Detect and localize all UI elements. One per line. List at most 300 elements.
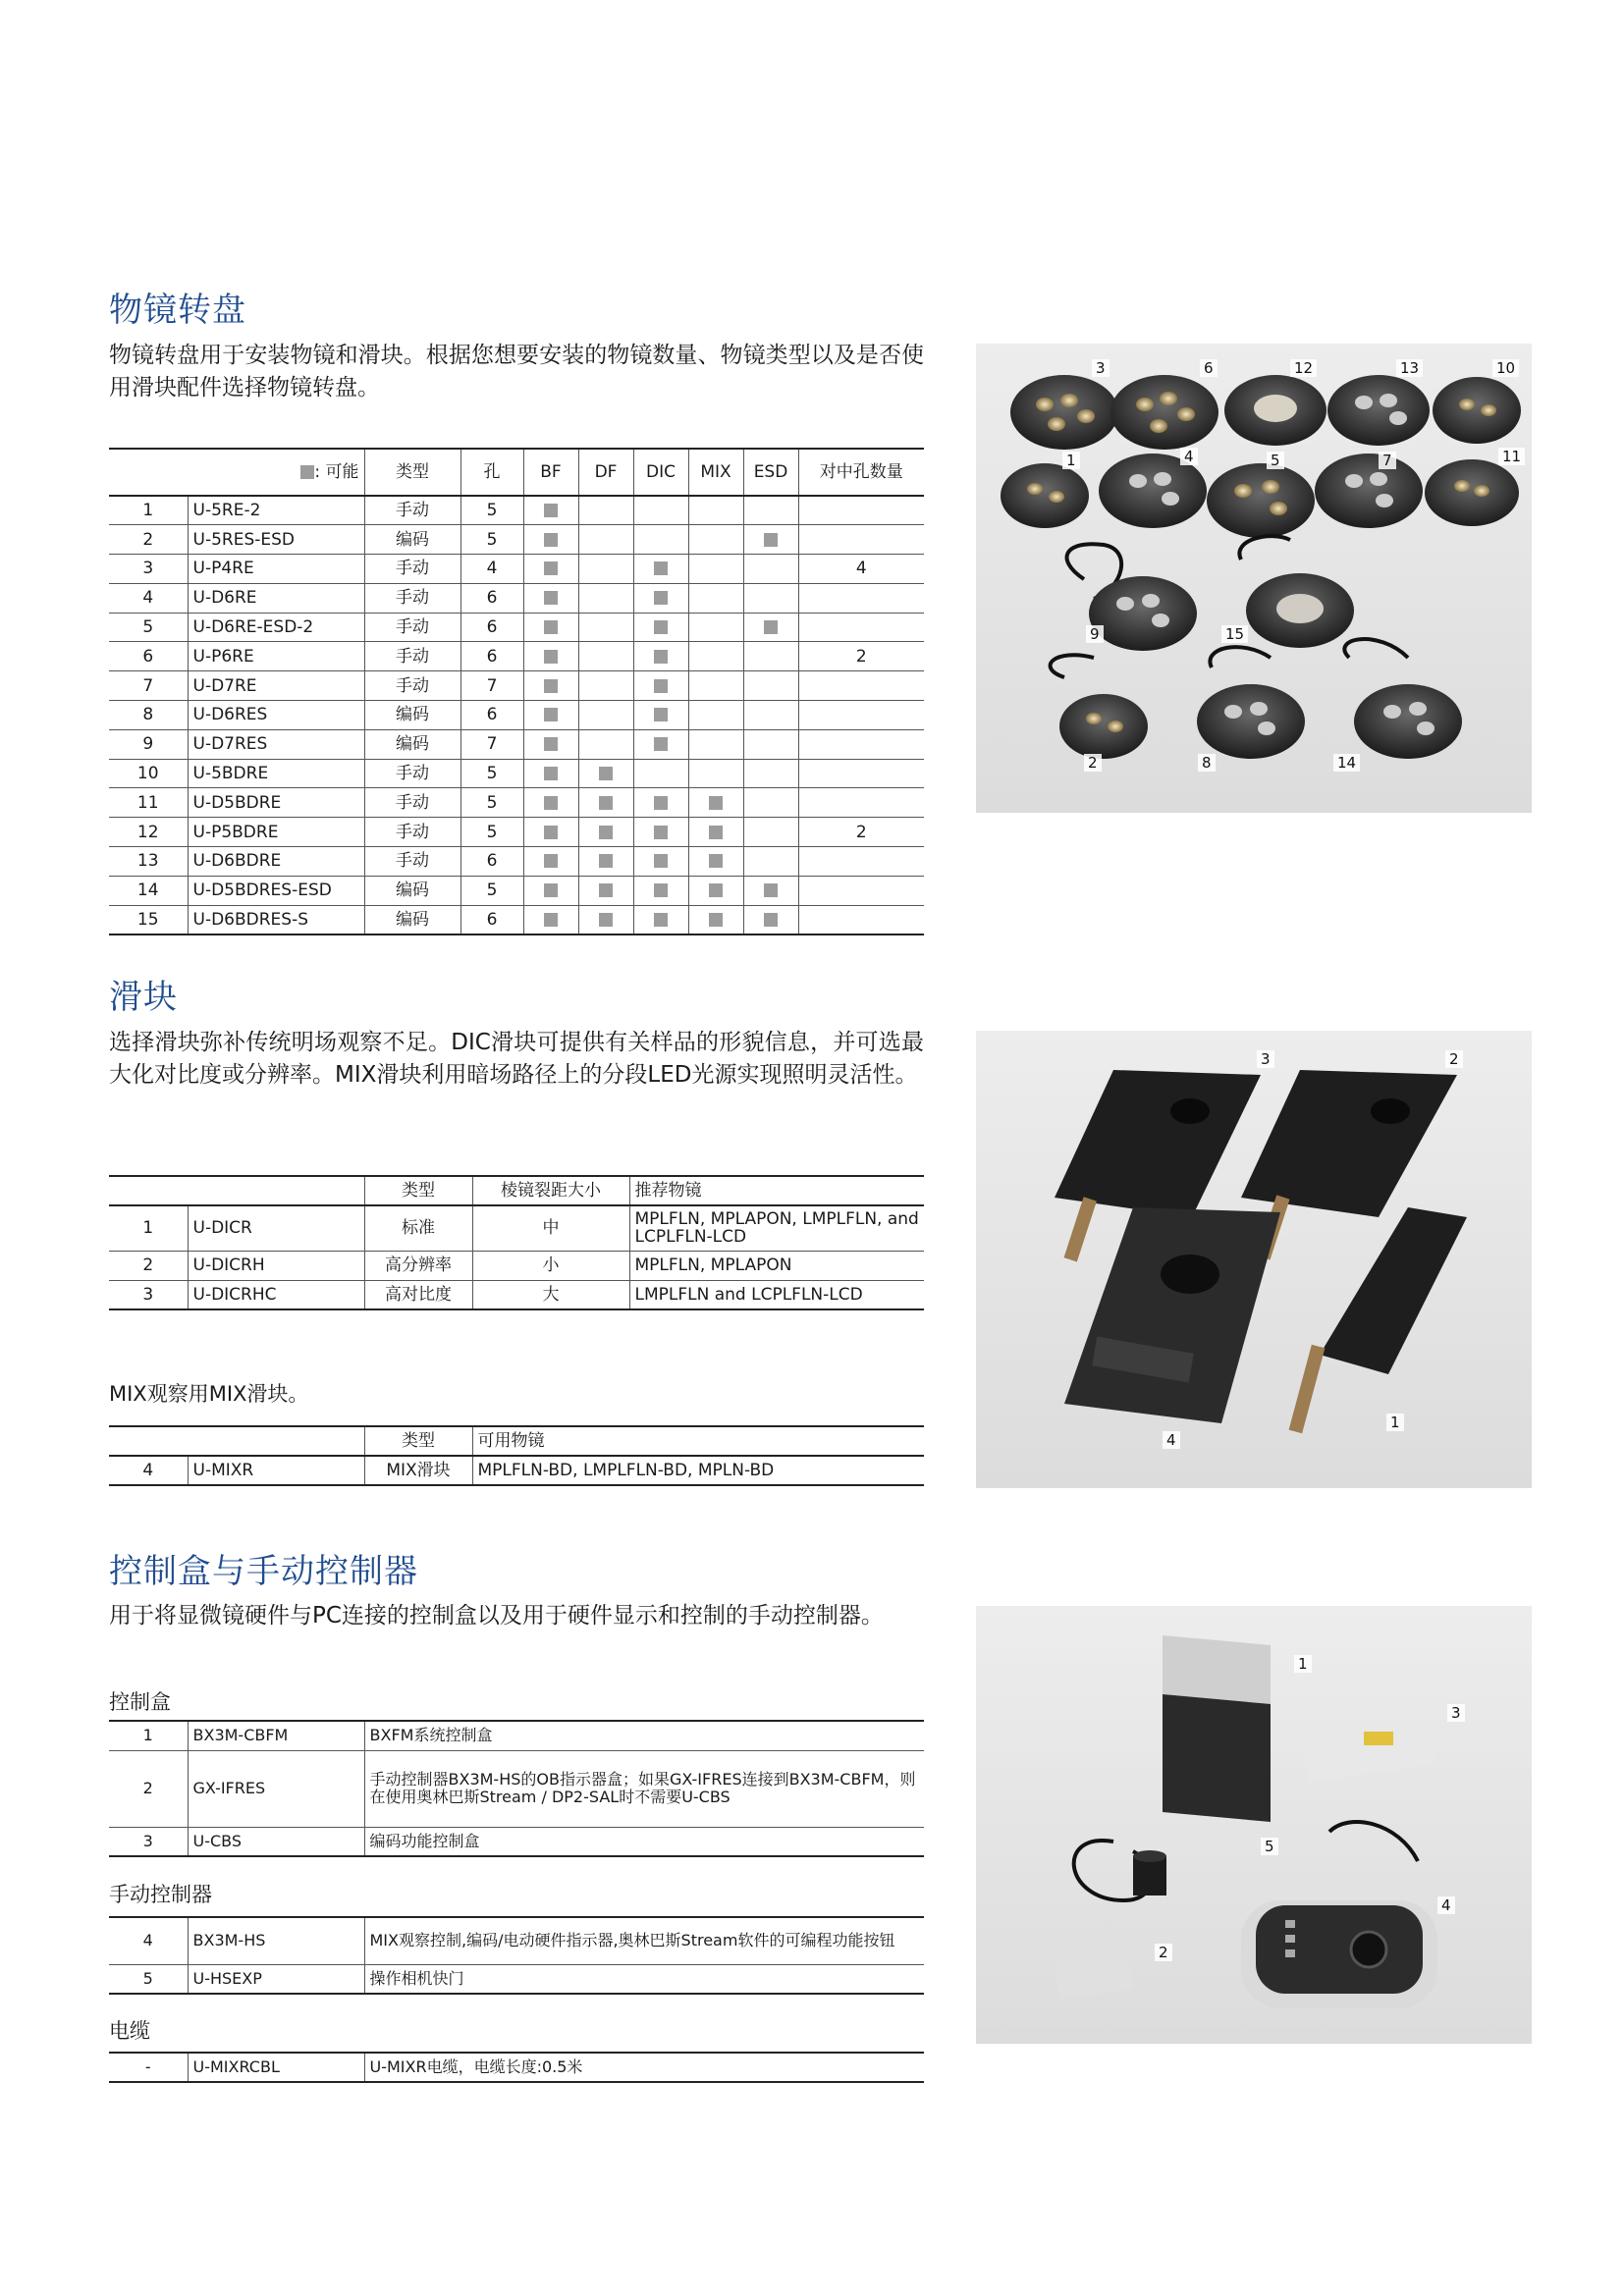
holes-cell: 5 (460, 876, 523, 905)
available-square-icon (654, 854, 668, 868)
photo-label: 5 (1261, 1838, 1278, 1855)
row-number: 4 (109, 1917, 188, 1964)
df-cell (578, 876, 633, 905)
table-row (109, 788, 924, 818)
turret-icon (1001, 375, 1521, 759)
row-number: 7 (109, 671, 188, 701)
model-name: U-5RES-ESD (188, 525, 364, 555)
bf-cell (523, 525, 578, 555)
df-cell (578, 905, 633, 934)
table-row (109, 642, 924, 671)
centering-cell (798, 613, 924, 642)
holes-cell: 7 (460, 671, 523, 701)
control-title: 控制盒与手动控制器 (109, 1552, 418, 1591)
centering-cell (798, 701, 924, 730)
esd-cell (743, 583, 798, 613)
photo-label: 4 (1437, 1896, 1455, 1914)
centering-cell (798, 525, 924, 555)
turrets-photo (976, 344, 1532, 813)
slider-icon (1055, 1070, 1467, 1433)
header-dic: DIC (633, 449, 688, 496)
model-name: U-5RE-2 (188, 496, 364, 525)
esd-cell (743, 876, 798, 905)
row-number: 14 (109, 876, 188, 905)
type-cell: 手动 (364, 788, 460, 818)
type-cell: 手动 (364, 818, 460, 847)
model-name: U-D5BDRE (188, 788, 364, 818)
turret-title: 物镜转盘 (109, 291, 246, 330)
photo-label: 2 (1445, 1050, 1463, 1068)
available-square-icon (544, 826, 558, 839)
type-cell: 标准 (364, 1205, 472, 1251)
header-esd: ESD (743, 449, 798, 496)
df-cell (578, 788, 633, 818)
available-square-icon (654, 737, 668, 751)
bf-cell (523, 905, 578, 934)
dic-cell (633, 788, 688, 818)
model-name: U-DICRH (188, 1251, 364, 1280)
centering-cell (798, 876, 924, 905)
sliders-illustration (976, 1031, 1532, 1488)
row-number: 3 (109, 1280, 188, 1309)
mix-cell (688, 818, 743, 847)
header-centering: 对中孔数量 (798, 449, 924, 496)
available-square-icon (599, 767, 613, 780)
type-cell: 手动 (364, 759, 460, 788)
df-cell (578, 729, 633, 759)
model-name: U-MIXR (188, 1456, 364, 1485)
dic-cell (633, 876, 688, 905)
type-cell: 编码 (364, 525, 460, 555)
holes-cell: 6 (460, 642, 523, 671)
df-cell (578, 701, 633, 730)
slider-description: 选择滑块弥补传统明场观察不足。DIC滑块可提供有关样品的形貌信息，并可选最大化对比度或分辨率。MIX滑块利用暗场路径上的分段LED光源实现照明灵活性。 (109, 1030, 924, 1088)
row-number: 12 (109, 818, 188, 847)
table-row (109, 1827, 924, 1856)
legend-square-icon (300, 465, 314, 479)
available-square-icon (764, 620, 778, 634)
row-number: 1 (109, 496, 188, 525)
type-cell: 手动 (364, 847, 460, 877)
table-row (109, 876, 924, 905)
objectives-cell: MPLFLN, MPLAPON (629, 1251, 924, 1280)
row-number: 5 (109, 613, 188, 642)
row-number: 1 (109, 1205, 188, 1251)
size-cell: 大 (472, 1280, 629, 1309)
box-rows (109, 1721, 924, 1856)
bf-cell (523, 759, 578, 788)
bf-cell (523, 642, 578, 671)
dic-cell (633, 759, 688, 788)
df-cell (578, 613, 633, 642)
mix-cell (688, 496, 743, 525)
photo-label: 15 (1221, 625, 1248, 643)
type-cell: 编码 (364, 701, 460, 730)
available-square-icon (599, 913, 613, 927)
type-cell: 编码 (364, 876, 460, 905)
photo-label: 1 (1062, 452, 1080, 469)
centering-cell (798, 671, 924, 701)
table-row (109, 2053, 924, 2082)
dic-cell (633, 555, 688, 584)
mix-cell (688, 701, 743, 730)
control-box-icon (1050, 1635, 1437, 2008)
bf-cell (523, 583, 578, 613)
model-name: U-P5BDRE (188, 818, 364, 847)
cable-caption: 电缆 (109, 2019, 150, 2043)
row-number: 9 (109, 729, 188, 759)
dic-cell (633, 496, 688, 525)
table-row (109, 583, 924, 613)
type-cell: 手动 (364, 496, 460, 525)
available-square-icon (654, 708, 668, 721)
photo-label: 3 (1092, 359, 1110, 377)
table-row (109, 496, 924, 525)
model-name: U-P4RE (188, 555, 364, 584)
type-cell: 手动 (364, 555, 460, 584)
holes-cell: 6 (460, 701, 523, 730)
available-square-icon (544, 854, 558, 868)
model-name: U-5BDRE (188, 759, 364, 788)
holes-cell: 5 (460, 759, 523, 788)
df-cell (578, 555, 633, 584)
row-number: 15 (109, 905, 188, 934)
photo-label: 3 (1447, 1704, 1465, 1722)
esd-cell (743, 759, 798, 788)
mix-header-row (109, 1426, 924, 1456)
type-cell: 编码 (364, 905, 460, 934)
photo-label: 6 (1200, 359, 1218, 377)
centering-cell (798, 788, 924, 818)
model-name: U-P6RE (188, 642, 364, 671)
description-cell: U-MIXR电缆，电缆长度:0.5米 (364, 2053, 924, 2082)
photo-label: 4 (1180, 448, 1198, 465)
legend-cell (109, 449, 364, 496)
available-square-icon (654, 650, 668, 664)
model-name: U-D7RES (188, 729, 364, 759)
control-box-table (109, 1720, 924, 1857)
model-name: U-CBS (188, 1827, 364, 1856)
centering-cell: 2 (798, 642, 924, 671)
model-name: BX3M-CBFM (188, 1721, 364, 1750)
dic-header-objectives: 推荐物镜 (629, 1176, 924, 1205)
table-row (109, 818, 924, 847)
dic-cell (633, 613, 688, 642)
box-caption: 控制盒 (109, 1690, 171, 1714)
available-square-icon (709, 913, 723, 927)
type-cell: 手动 (364, 613, 460, 642)
dic-header-type: 类型 (364, 1176, 472, 1205)
model-name: U-D7RE (188, 671, 364, 701)
description-cell: 手动控制器BX3M-HS的OB指示器盒；如果GX-IFRES连接到BX3M-CBFM，则在使用奥林巴斯Stream / DP2-SAL时不需要U-CBS (364, 1750, 924, 1827)
cable-table (109, 2052, 924, 2083)
dic-cell (633, 525, 688, 555)
type-cell: 高分辨率 (364, 1251, 472, 1280)
available-square-icon (654, 883, 668, 897)
centering-cell (798, 583, 924, 613)
size-cell: 中 (472, 1205, 629, 1251)
table-row (109, 555, 924, 584)
model-name: BX3M-HS (188, 1917, 364, 1964)
control-description: 用于将显微镜硬件与PC连接的控制盒以及用于硬件显示和控制的手动控制器。 (109, 1603, 884, 1629)
model-name: U-D6BDRE (188, 847, 364, 877)
row-number: 10 (109, 759, 188, 788)
type-cell: 手动 (364, 671, 460, 701)
dic-slider-table (109, 1175, 924, 1310)
available-square-icon (544, 533, 558, 547)
available-square-icon (544, 504, 558, 517)
centering-cell (798, 847, 924, 877)
photo-label: 4 (1163, 1431, 1180, 1449)
esd-cell (743, 729, 798, 759)
available-square-icon (654, 591, 668, 605)
holes-cell: 6 (460, 613, 523, 642)
mix-header-type: 类型 (364, 1426, 472, 1456)
available-square-icon (544, 883, 558, 897)
available-square-icon (764, 533, 778, 547)
available-square-icon (544, 561, 558, 575)
table-row (109, 1964, 924, 1994)
row-number: 3 (109, 555, 188, 584)
mix-cell (688, 847, 743, 877)
model-name: U-D6RE-ESD-2 (188, 613, 364, 642)
bf-cell (523, 818, 578, 847)
esd-cell (743, 701, 798, 730)
description-cell: 编码功能控制盒 (364, 1827, 924, 1856)
df-cell (578, 496, 633, 525)
objectives-cell: MPLFLN-BD, LMPLFLN-BD, MPLN-BD (472, 1456, 924, 1485)
available-square-icon (709, 826, 723, 839)
model-name: U-D6RES (188, 701, 364, 730)
df-cell (578, 818, 633, 847)
centering-cell (798, 496, 924, 525)
photo-label: 5 (1267, 452, 1284, 469)
holes-cell: 5 (460, 818, 523, 847)
holes-cell: 6 (460, 583, 523, 613)
table-row (109, 759, 924, 788)
photo-label: 14 (1333, 754, 1360, 772)
esd-cell (743, 642, 798, 671)
holes-cell: 7 (460, 729, 523, 759)
available-square-icon (544, 913, 558, 927)
table-row (109, 847, 924, 877)
mix-cell (688, 788, 743, 818)
row-number: 4 (109, 583, 188, 613)
centering-cell (798, 905, 924, 934)
row-number: 11 (109, 788, 188, 818)
photo-label: 1 (1386, 1414, 1404, 1431)
df-cell (578, 642, 633, 671)
row-number: 6 (109, 642, 188, 671)
photo-label: 13 (1396, 359, 1423, 377)
row-number: 1 (109, 1721, 188, 1750)
dic-header-size: 棱镜裂距大小 (472, 1176, 629, 1205)
table-row (109, 525, 924, 555)
photo-label: 1 (1294, 1655, 1312, 1673)
legend-text: : 可能 (314, 462, 359, 482)
description-cell: 操作相机快门 (364, 1964, 924, 1994)
available-square-icon (654, 620, 668, 634)
df-cell (578, 525, 633, 555)
centering-cell (798, 759, 924, 788)
dic-cell (633, 729, 688, 759)
photo-label: 11 (1498, 448, 1525, 465)
mix-cell (688, 876, 743, 905)
dic-cell (633, 701, 688, 730)
mix-header-objectives: 可用物镜 (472, 1426, 924, 1456)
holes-cell: 5 (460, 496, 523, 525)
centering-cell (798, 729, 924, 759)
dic-cell (633, 847, 688, 877)
hand-caption: 手动控制器 (109, 1883, 212, 1906)
type-cell: 手动 (364, 642, 460, 671)
table-row (109, 1721, 924, 1750)
df-cell (578, 583, 633, 613)
bf-cell (523, 729, 578, 759)
available-square-icon (709, 854, 723, 868)
type-cell: MIX滑块 (364, 1456, 472, 1485)
turrets-illustration (976, 344, 1532, 813)
model-name: U-MIXRCBL (188, 2053, 364, 2082)
esd-cell (743, 671, 798, 701)
bf-cell (523, 496, 578, 525)
available-square-icon (764, 913, 778, 927)
bf-cell (523, 847, 578, 877)
row-number: 4 (109, 1456, 188, 1485)
mix-cell (688, 642, 743, 671)
esd-cell (743, 525, 798, 555)
model-name: U-HSEXP (188, 1964, 364, 1994)
esd-cell (743, 613, 798, 642)
available-square-icon (544, 767, 558, 780)
mix-cell (688, 613, 743, 642)
photo-label: 2 (1084, 754, 1102, 772)
available-square-icon (709, 796, 723, 810)
type-cell: 编码 (364, 729, 460, 759)
sliders-photo (976, 1031, 1532, 1488)
available-square-icon (654, 796, 668, 810)
centering-cell: 2 (798, 818, 924, 847)
photo-label: 3 (1257, 1050, 1274, 1068)
model-name: U-D5BDRES-ESD (188, 876, 364, 905)
bf-cell (523, 613, 578, 642)
model-name: U-D6RE (188, 583, 364, 613)
row-number: 2 (109, 1750, 188, 1827)
df-cell (578, 847, 633, 877)
slider-title: 滑块 (109, 978, 178, 1017)
hand-controller-table (109, 1916, 924, 1995)
centering-cell: 4 (798, 555, 924, 584)
esd-cell (743, 905, 798, 934)
dic-cell (633, 583, 688, 613)
holes-cell: 5 (460, 525, 523, 555)
esd-cell (743, 788, 798, 818)
mix-caption: MIX观察用MIX滑块。 (109, 1382, 309, 1406)
dic-cell (633, 905, 688, 934)
esd-cell (743, 847, 798, 877)
available-square-icon (764, 883, 778, 897)
available-square-icon (654, 826, 668, 839)
holes-cell: 5 (460, 788, 523, 818)
esd-cell (743, 496, 798, 525)
photo-label: 10 (1492, 359, 1519, 377)
dic-cell (633, 818, 688, 847)
bf-cell (523, 671, 578, 701)
mix-slider-table (109, 1425, 924, 1486)
available-square-icon (654, 561, 668, 575)
model-name: U-DICR (188, 1205, 364, 1251)
header-mix: MIX (688, 449, 743, 496)
hand-rows (109, 1917, 924, 1994)
available-square-icon (599, 826, 613, 839)
bf-cell (523, 788, 578, 818)
controllers-photo (976, 1606, 1532, 2044)
bf-cell (523, 701, 578, 730)
header-bf: BF (523, 449, 578, 496)
turret-header-row (109, 449, 924, 496)
description-cell: MIX观察控制,编码/电动硬件指示器,奥林巴斯Stream软件的可编程功能按钮 (364, 1917, 924, 1964)
table-row (109, 1917, 924, 1964)
available-square-icon (544, 708, 558, 721)
dic-cell (633, 671, 688, 701)
dic-cell (633, 642, 688, 671)
df-cell (578, 671, 633, 701)
available-square-icon (709, 883, 723, 897)
model-name: U-DICRHC (188, 1280, 364, 1309)
table-row (109, 1750, 924, 1827)
mix-cell (688, 729, 743, 759)
objectives-cell: MPLFLN, MPLAPON, LMPLFLN, and LCPLFLN-LCD (629, 1205, 924, 1251)
turret-description: 物镜转盘用于安装物镜和滑块。根据您想要安装的物镜数量、物镜类型以及是否使用滑块配件选择物镜转盘。 (109, 343, 924, 400)
mix-cell (688, 525, 743, 555)
size-cell: 小 (472, 1251, 629, 1280)
available-square-icon (544, 796, 558, 810)
bf-cell (523, 876, 578, 905)
row-number: 2 (109, 1251, 188, 1280)
photo-label: 12 (1290, 359, 1317, 377)
table-row (109, 1280, 924, 1309)
mix-cell (688, 671, 743, 701)
holes-cell: 6 (460, 847, 523, 877)
available-square-icon (599, 883, 613, 897)
row-number: - (109, 2053, 188, 2082)
available-square-icon (599, 796, 613, 810)
photo-label: 8 (1198, 754, 1216, 772)
available-square-icon (544, 591, 558, 605)
table-row (109, 1456, 924, 1485)
model-name: U-D6BDRES-S (188, 905, 364, 934)
available-square-icon (654, 679, 668, 693)
table-row (109, 671, 924, 701)
bf-cell (523, 555, 578, 584)
row-number: 13 (109, 847, 188, 877)
available-square-icon (544, 620, 558, 634)
available-square-icon (599, 854, 613, 868)
controllers-illustration (976, 1606, 1532, 2044)
table-row (109, 729, 924, 759)
df-cell (578, 759, 633, 788)
available-square-icon (544, 679, 558, 693)
table-row (109, 1251, 924, 1280)
objectives-cell: LMPLFLN and LCPLFLN-LCD (629, 1280, 924, 1309)
row-number: 5 (109, 1964, 188, 1994)
header-holes: 孔 (460, 449, 523, 496)
mix-cell (688, 583, 743, 613)
dic-rows (109, 1205, 924, 1309)
model-name: GX-IFRES (188, 1750, 364, 1827)
type-cell: 高对比度 (364, 1280, 472, 1309)
available-square-icon (544, 650, 558, 664)
